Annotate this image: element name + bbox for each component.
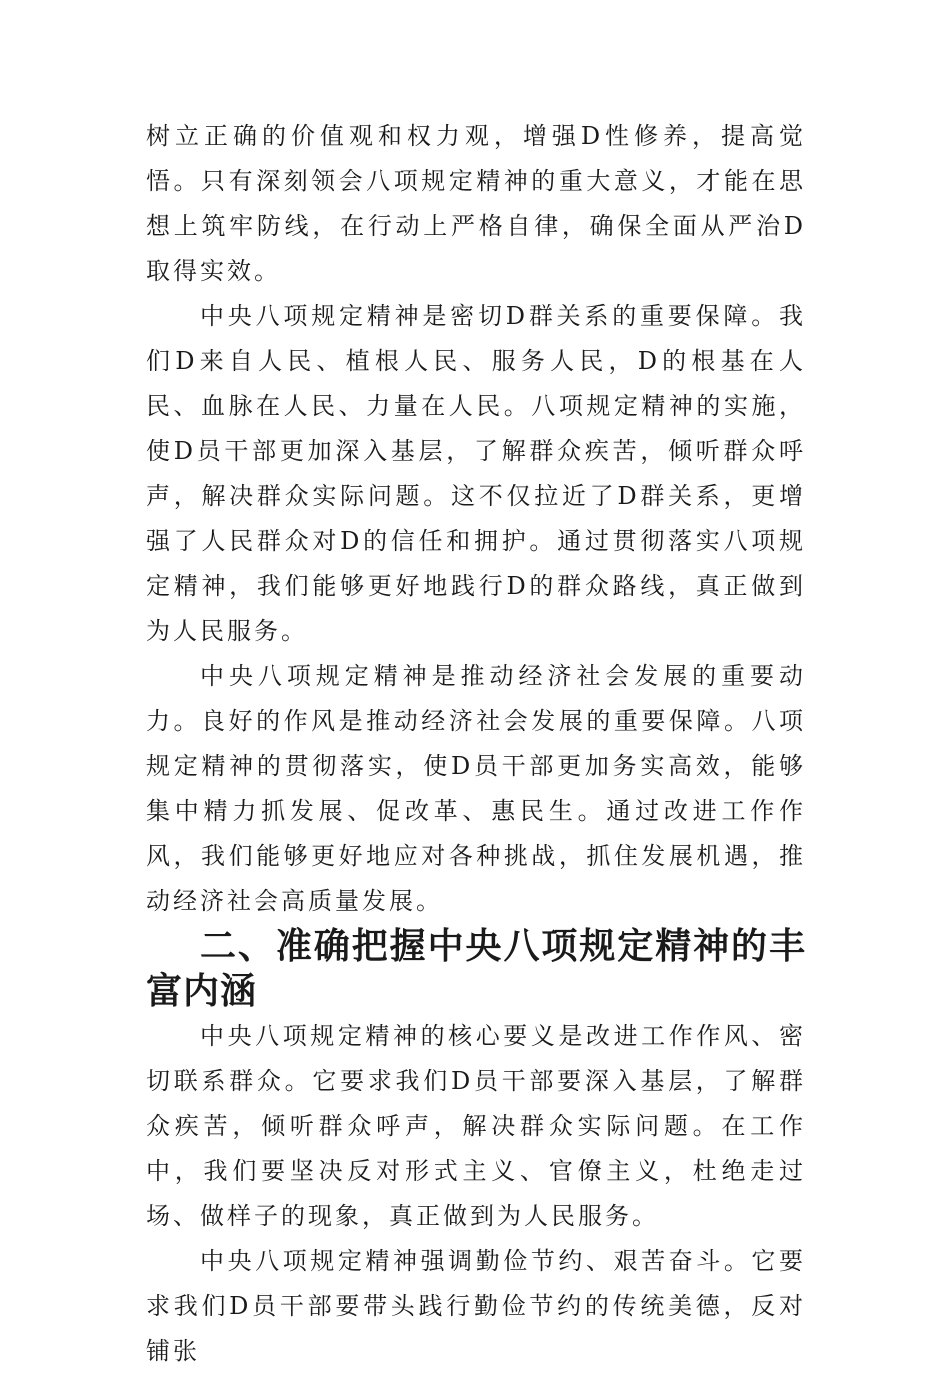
section-heading: 二、准确把握中央八项规定精神的丰富内涵 <box>146 926 806 1012</box>
paragraph-core-requirement: 中央八项规定精神的核心要义是改进工作作风、密切联系群众。它要求我们D员干部要深入基层，了解群众疾苦，倾听群众呼声，解决群众实际问题。在工作中，我们要坚决反对形式主义、官僚主义，杜绝走过场、做样子的现象，真正做到为人民服务。 <box>146 1022 806 1230</box>
document-body <box>146 114 806 1374</box>
paragraph-thrift: 中央八项规定精神强调勤俭节约、艰苦奋斗。它要求我们D员干部要带头践行勤俭节约的传统美德，反对铺张 <box>146 1247 806 1365</box>
paragraph-continuation: 树立正确的价值观和权力观，增强D性修养，提高觉悟。只有深刻领会八项规定精神的重大意义，才能在思想上筑牢防线，在行动上严格自律，确保全面从严治D取得实效。 <box>146 122 806 285</box>
paragraph-economic-development: 中央八项规定精神是推动经济社会发展的重要动力。良好的作风是推动经济社会发展的重要保障。八项规定精神的贯彻落实，使D员干部更加务实高效，能够集中精力抓发展、促改革、惠民生。通过改进工作作风，我们能够更好地应对各种挑战，抓住发展机遇，推动经济社会高质量发展。 <box>146 662 806 915</box>
paragraph-party-masses-relation: 中央八项规定精神是密切D群关系的重要保障。我们D来自人民、植根人民、服务人民，D的根基在人民、血脉在人民、力量在人民。八项规定精神的实施，使D员干部更加深入基层，了解群众疾苦，倾听群众呼声，解决群众实际问题。这不仅拉近了D群关系，更增强了人民群众对D的信任和拥护。通过贯彻落实八项规定精神，我们能够更好地践行D的群众路线，真正做到为人民服务。 <box>146 302 806 645</box>
